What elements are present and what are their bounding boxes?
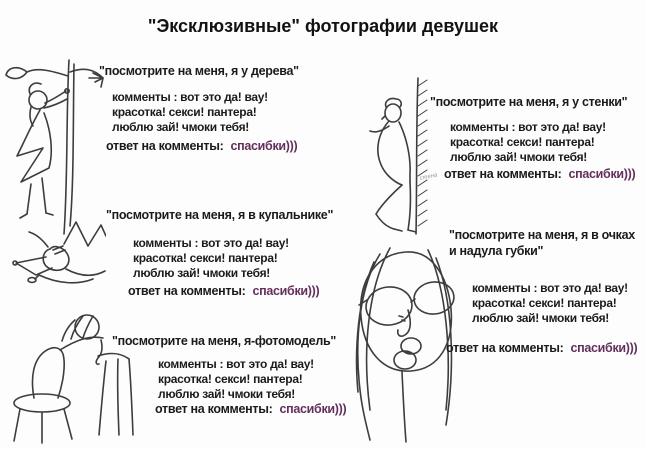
photo-caption: "посмотрите на меня, я у дерева"	[99, 64, 299, 78]
reply-text	[106, 139, 297, 153]
hair-left	[357, 248, 390, 440]
comments-text	[450, 120, 606, 165]
girl-arm-extended	[60, 337, 103, 350]
comments-text	[112, 90, 268, 135]
comment-line: люблю зай! чмоки тебя!	[133, 266, 270, 280]
comment-line: красотка! секси! пантера!	[450, 135, 595, 149]
girl-photomodel-sketch	[2, 310, 137, 446]
hair-strand	[29, 232, 48, 247]
reply-label: ответ на комменты:	[444, 167, 562, 181]
reply-value: спасибки)))	[570, 341, 638, 355]
cloth-top-edge	[98, 354, 129, 359]
comment-line: комменты : вот это да! вау!	[450, 120, 606, 134]
body-line	[66, 269, 105, 275]
reply-text	[155, 402, 346, 416]
girl-foot	[28, 278, 36, 283]
girl-head	[385, 104, 401, 122]
comments-text	[472, 281, 628, 326]
lip-lower	[394, 351, 416, 369]
comment-line: красотка! секси! пантера!	[112, 105, 257, 119]
hair-right	[428, 250, 451, 425]
reply-label: ответ на комменты:	[106, 139, 224, 153]
reply-value: спасибки)))	[252, 284, 320, 298]
tree-branch-left	[27, 70, 68, 76]
girl-in-swimsuit-sketch	[6, 216, 106, 294]
wall-scribble-label: стена	[419, 172, 439, 182]
reply-text	[446, 341, 637, 355]
comment-line: красотка! секси! пантера!	[158, 372, 303, 386]
comment-line: люблю зай! чмоки тебя!	[158, 387, 295, 401]
reply-value: спасибки)))	[568, 167, 636, 181]
reply-label: ответ на комменты:	[128, 284, 246, 298]
cloth-right-edge	[129, 359, 133, 435]
girl-nose	[382, 116, 385, 119]
photo-caption: "посмотрите на меня, я у стенки"	[430, 95, 628, 109]
comment-line: люблю зай! чмоки тебя!	[112, 120, 249, 134]
girl-feet	[394, 229, 416, 232]
reply-text	[444, 167, 635, 181]
comment-line: люблю зай! чмоки тебя!	[472, 311, 609, 325]
wall-hatching	[418, 80, 427, 226]
tree-leaf-left	[6, 68, 27, 79]
reply-value: спасибки)))	[279, 402, 347, 416]
girl-dress	[17, 110, 51, 182]
stool-seat	[14, 394, 70, 412]
girl-body	[32, 348, 64, 398]
cloth-left-edge	[99, 361, 106, 435]
girl-hand	[65, 89, 69, 93]
tree-trunk	[64, 60, 74, 234]
reply-label: ответ на комменты:	[446, 341, 564, 355]
comment-line: красотка! секси! пантера!	[472, 296, 617, 310]
comment-line: красотка! секси! пантера!	[133, 251, 278, 265]
girl-bent-leg	[376, 185, 402, 229]
stool-legs	[14, 409, 72, 443]
cloth-fold	[118, 359, 119, 435]
girl-straight-leg	[408, 182, 410, 230]
girl-arm	[370, 126, 389, 132]
girl-legs	[27, 178, 46, 214]
girl-hand	[13, 261, 17, 265]
comment-line: комменты : вот это да! вау!	[133, 236, 289, 250]
comment-line: комменты : вот это да! вау!	[112, 90, 268, 104]
photo-caption: "посмотрите на меня, я в очках и надула губки"	[449, 228, 635, 258]
comment-line: комменты : вот это да! вау!	[472, 281, 628, 295]
body-line	[35, 275, 93, 283]
comments-text	[158, 357, 314, 402]
photo-caption: "посмотрите на меня, я в купальнике"	[106, 208, 334, 222]
comment-line: комменты : вот это да! вау!	[158, 357, 314, 371]
meme-title: "Эксклюзивные" фотографии девушек	[147, 16, 499, 36]
eye-marks	[399, 316, 405, 321]
girl-back	[399, 122, 410, 182]
girl-by-tree-sketch	[4, 56, 106, 238]
neck	[402, 372, 406, 442]
reply-text	[128, 284, 319, 298]
reply-label: ответ на комменты:	[155, 402, 273, 416]
legs-zigzag	[64, 222, 106, 246]
photo-caption: "посмотрите на меня, я-фотомодель"	[112, 334, 337, 348]
girl-hanging-hand	[96, 340, 102, 364]
reply-value: спасибки)))	[230, 139, 298, 153]
comments-text	[133, 236, 289, 281]
comment-line: люблю зай! чмоки тебя!	[450, 150, 587, 164]
girl-head	[29, 91, 47, 109]
